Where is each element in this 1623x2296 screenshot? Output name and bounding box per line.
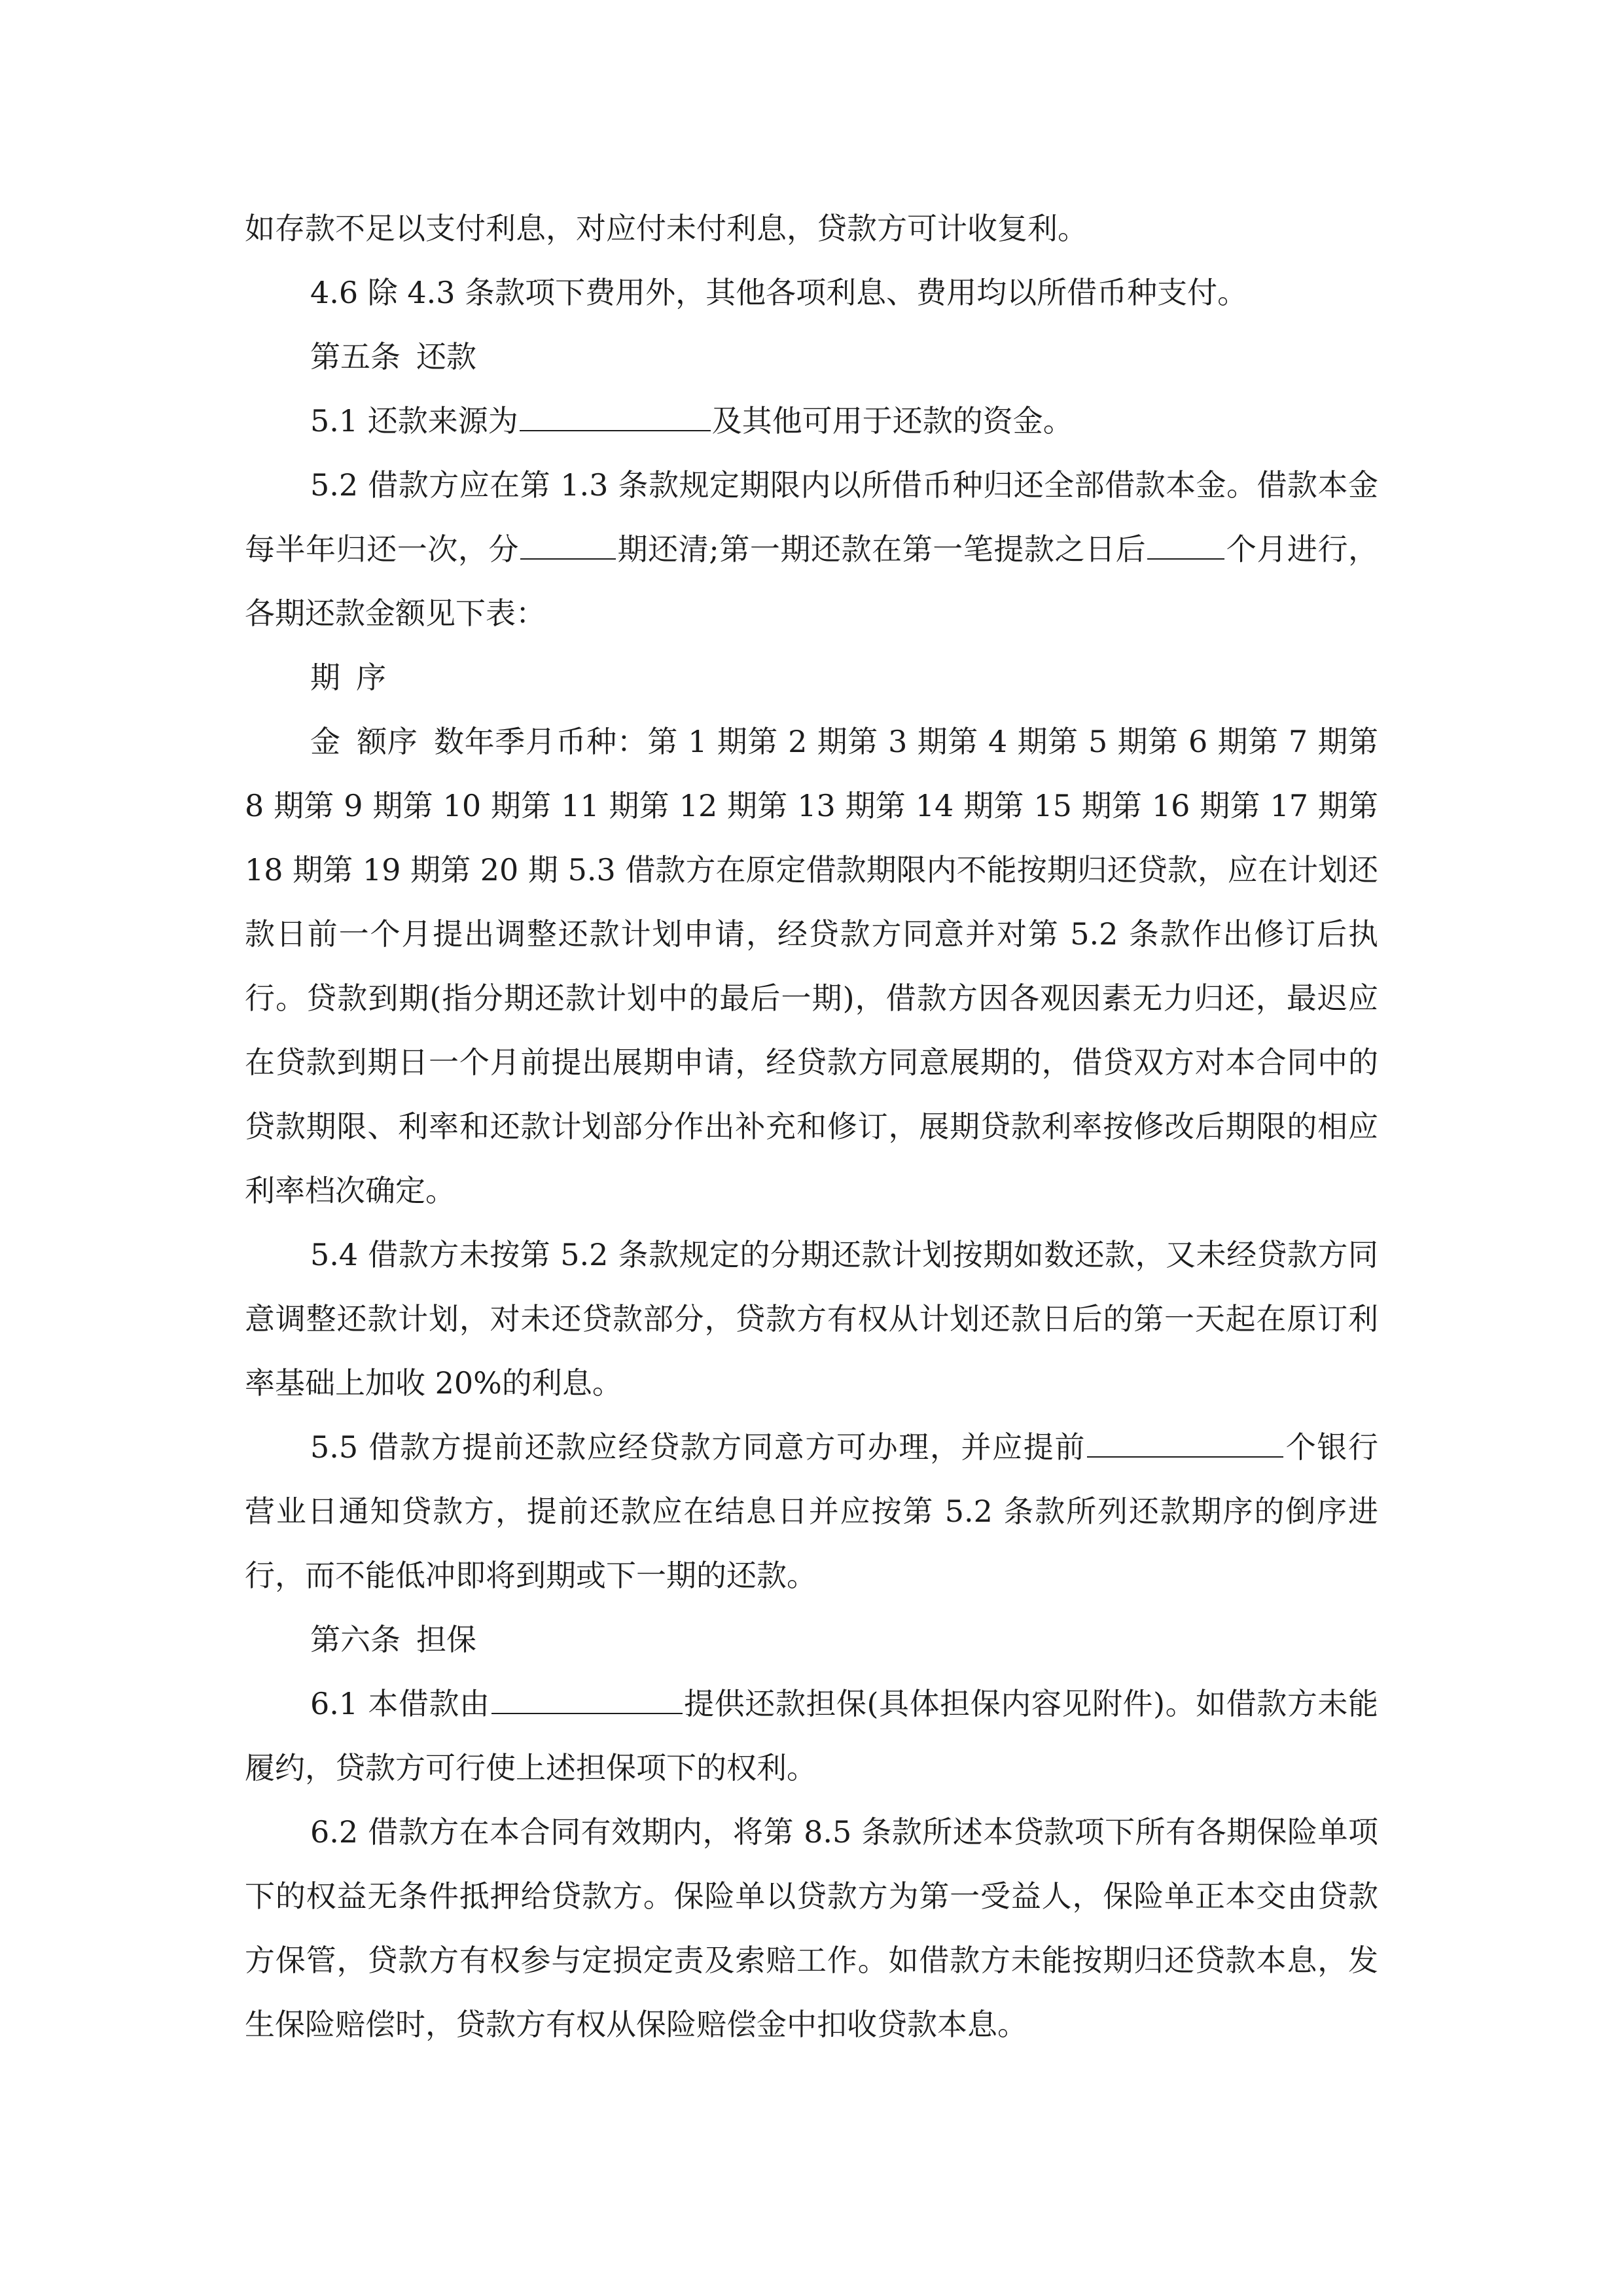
paragraph-text: 数年季月币种：第 1 期第 2 期第 3 期第 4 期第 5 期第 6 期第 7 期第 8 期第 9 期第 10 期第 11 期第 12 期第 13 期第 14 期第 15 期第 16 期第 17 期第 18 期第 19 期第 20 期 5.3 借款方在原定借款期限内不能按期归还贷款，应在计划还款日前一个月提出调整还款计划申请，经贷款方同意并对第 5.2 条款作出修订后执行。贷款到期(指分期还款计划中的最后一期)，借款方因各观因素无力归还，最迟应在贷款到期日一个月前提出展期申请，经贷款方同意展期的，借贷双方对本合同中的贷款期限、利率和还款计划部分作出补充和修订，展期贷款利率按修改后期限的相应利率档次确定。 bbox=[245, 724, 1379, 1208]
paragraph-text: 5.2 借款方应在第 1.3 条款规定期限内以所借币种归还全部借款本金。借款本金每半年归还一次，分 bbox=[245, 467, 1378, 567]
fill-in-blank bbox=[1147, 531, 1224, 560]
document-body bbox=[245, 196, 1378, 2056]
paragraph-text: 个月进行，各期还款金额见下表： bbox=[245, 531, 1379, 631]
paragraph-text: 金 bbox=[310, 724, 341, 759]
paragraph-text: 6.1 本借款由 bbox=[310, 1686, 490, 1721]
paragraph-text: 期还清;第一期还款在第一笔提款之日后 bbox=[617, 531, 1147, 567]
article-title: 担保 bbox=[416, 1622, 476, 1657]
paragraph-4-6 bbox=[245, 260, 1378, 325]
fill-in-blank bbox=[491, 1685, 683, 1714]
paragraph-schedule-5-3 bbox=[245, 709, 1378, 1223]
paragraph-text: 个银行营业日通知贷款方，提前还款应在结息日并应按第 5.2 条款所列还款期序的倒序进行，而不能低冲即将到期或下一期的还款。 bbox=[245, 1429, 1379, 1593]
article-number: 第六条 bbox=[310, 1622, 401, 1657]
paragraph-5-1 bbox=[245, 389, 1378, 453]
paragraph-text: 期 bbox=[310, 660, 340, 695]
fill-in-blank bbox=[520, 531, 616, 560]
paragraph-text: 6.2 借款方在本合同有效期内，将第 8.5 条款所述本贷款项下所有各期保险单项下的权益无条件抵押给贷款方。保险单以贷款方为第一受益人，保险单正本交由贷款方保管，贷款方有权参与定损定责及索赔工作。如借款方未能按期归还贷款本息，发生保险赔偿时，贷款方有权从保险赔偿金中扣收贷款本息。 bbox=[245, 1814, 1378, 2042]
fill-in-blank bbox=[520, 403, 711, 431]
paragraph-text: 4.6 除 4.3 条款项下费用外，其他各项利息、费用均以所借币种支付。 bbox=[310, 275, 1248, 310]
paragraph-text: 及其他可用于还款的资金。 bbox=[711, 403, 1073, 439]
paragraph-text: 5.4 借款方未按第 5.2 条款规定的分期还款计划按期如数还款，又未经贷款方同意调整还款计划，对未还贷款部分，贷款方有权从计划还款日后的第一天起在原订利率基础上加收 20%的利息。 bbox=[245, 1237, 1378, 1401]
paragraph-text: 5.5 借款方提前还款应经贷款方同意方可办理，并应提前 bbox=[310, 1429, 1086, 1465]
paragraph-text: 提供还款担保(具体担保内容见附件)。如借款方未能履约，贷款方可行使上述担保项下的权利。 bbox=[245, 1686, 1378, 1785]
paragraph-interest-compound bbox=[245, 196, 1378, 260]
section-heading-article-5 bbox=[245, 325, 1378, 389]
article-title: 还款 bbox=[416, 339, 476, 374]
paragraph-5-5 bbox=[245, 1415, 1378, 1607]
paragraph-6-2 bbox=[245, 1800, 1378, 2056]
paragraph-6-1 bbox=[245, 1672, 1378, 1800]
section-heading-article-6 bbox=[245, 1607, 1378, 1672]
paragraph-text: 序 bbox=[356, 660, 386, 695]
paragraph-text: 额序 bbox=[356, 724, 418, 759]
table-header-period bbox=[245, 645, 1378, 709]
article-number: 第五条 bbox=[310, 339, 401, 374]
fill-in-blank bbox=[1087, 1429, 1283, 1458]
paragraph-text: 5.1 还款来源为 bbox=[310, 403, 518, 439]
paragraph-5-2 bbox=[245, 453, 1378, 645]
paragraph-text: 如存款不足以支付利息，对应付未付利息，贷款方可计收复利。 bbox=[245, 211, 1088, 246]
paragraph-5-4 bbox=[245, 1223, 1378, 1415]
